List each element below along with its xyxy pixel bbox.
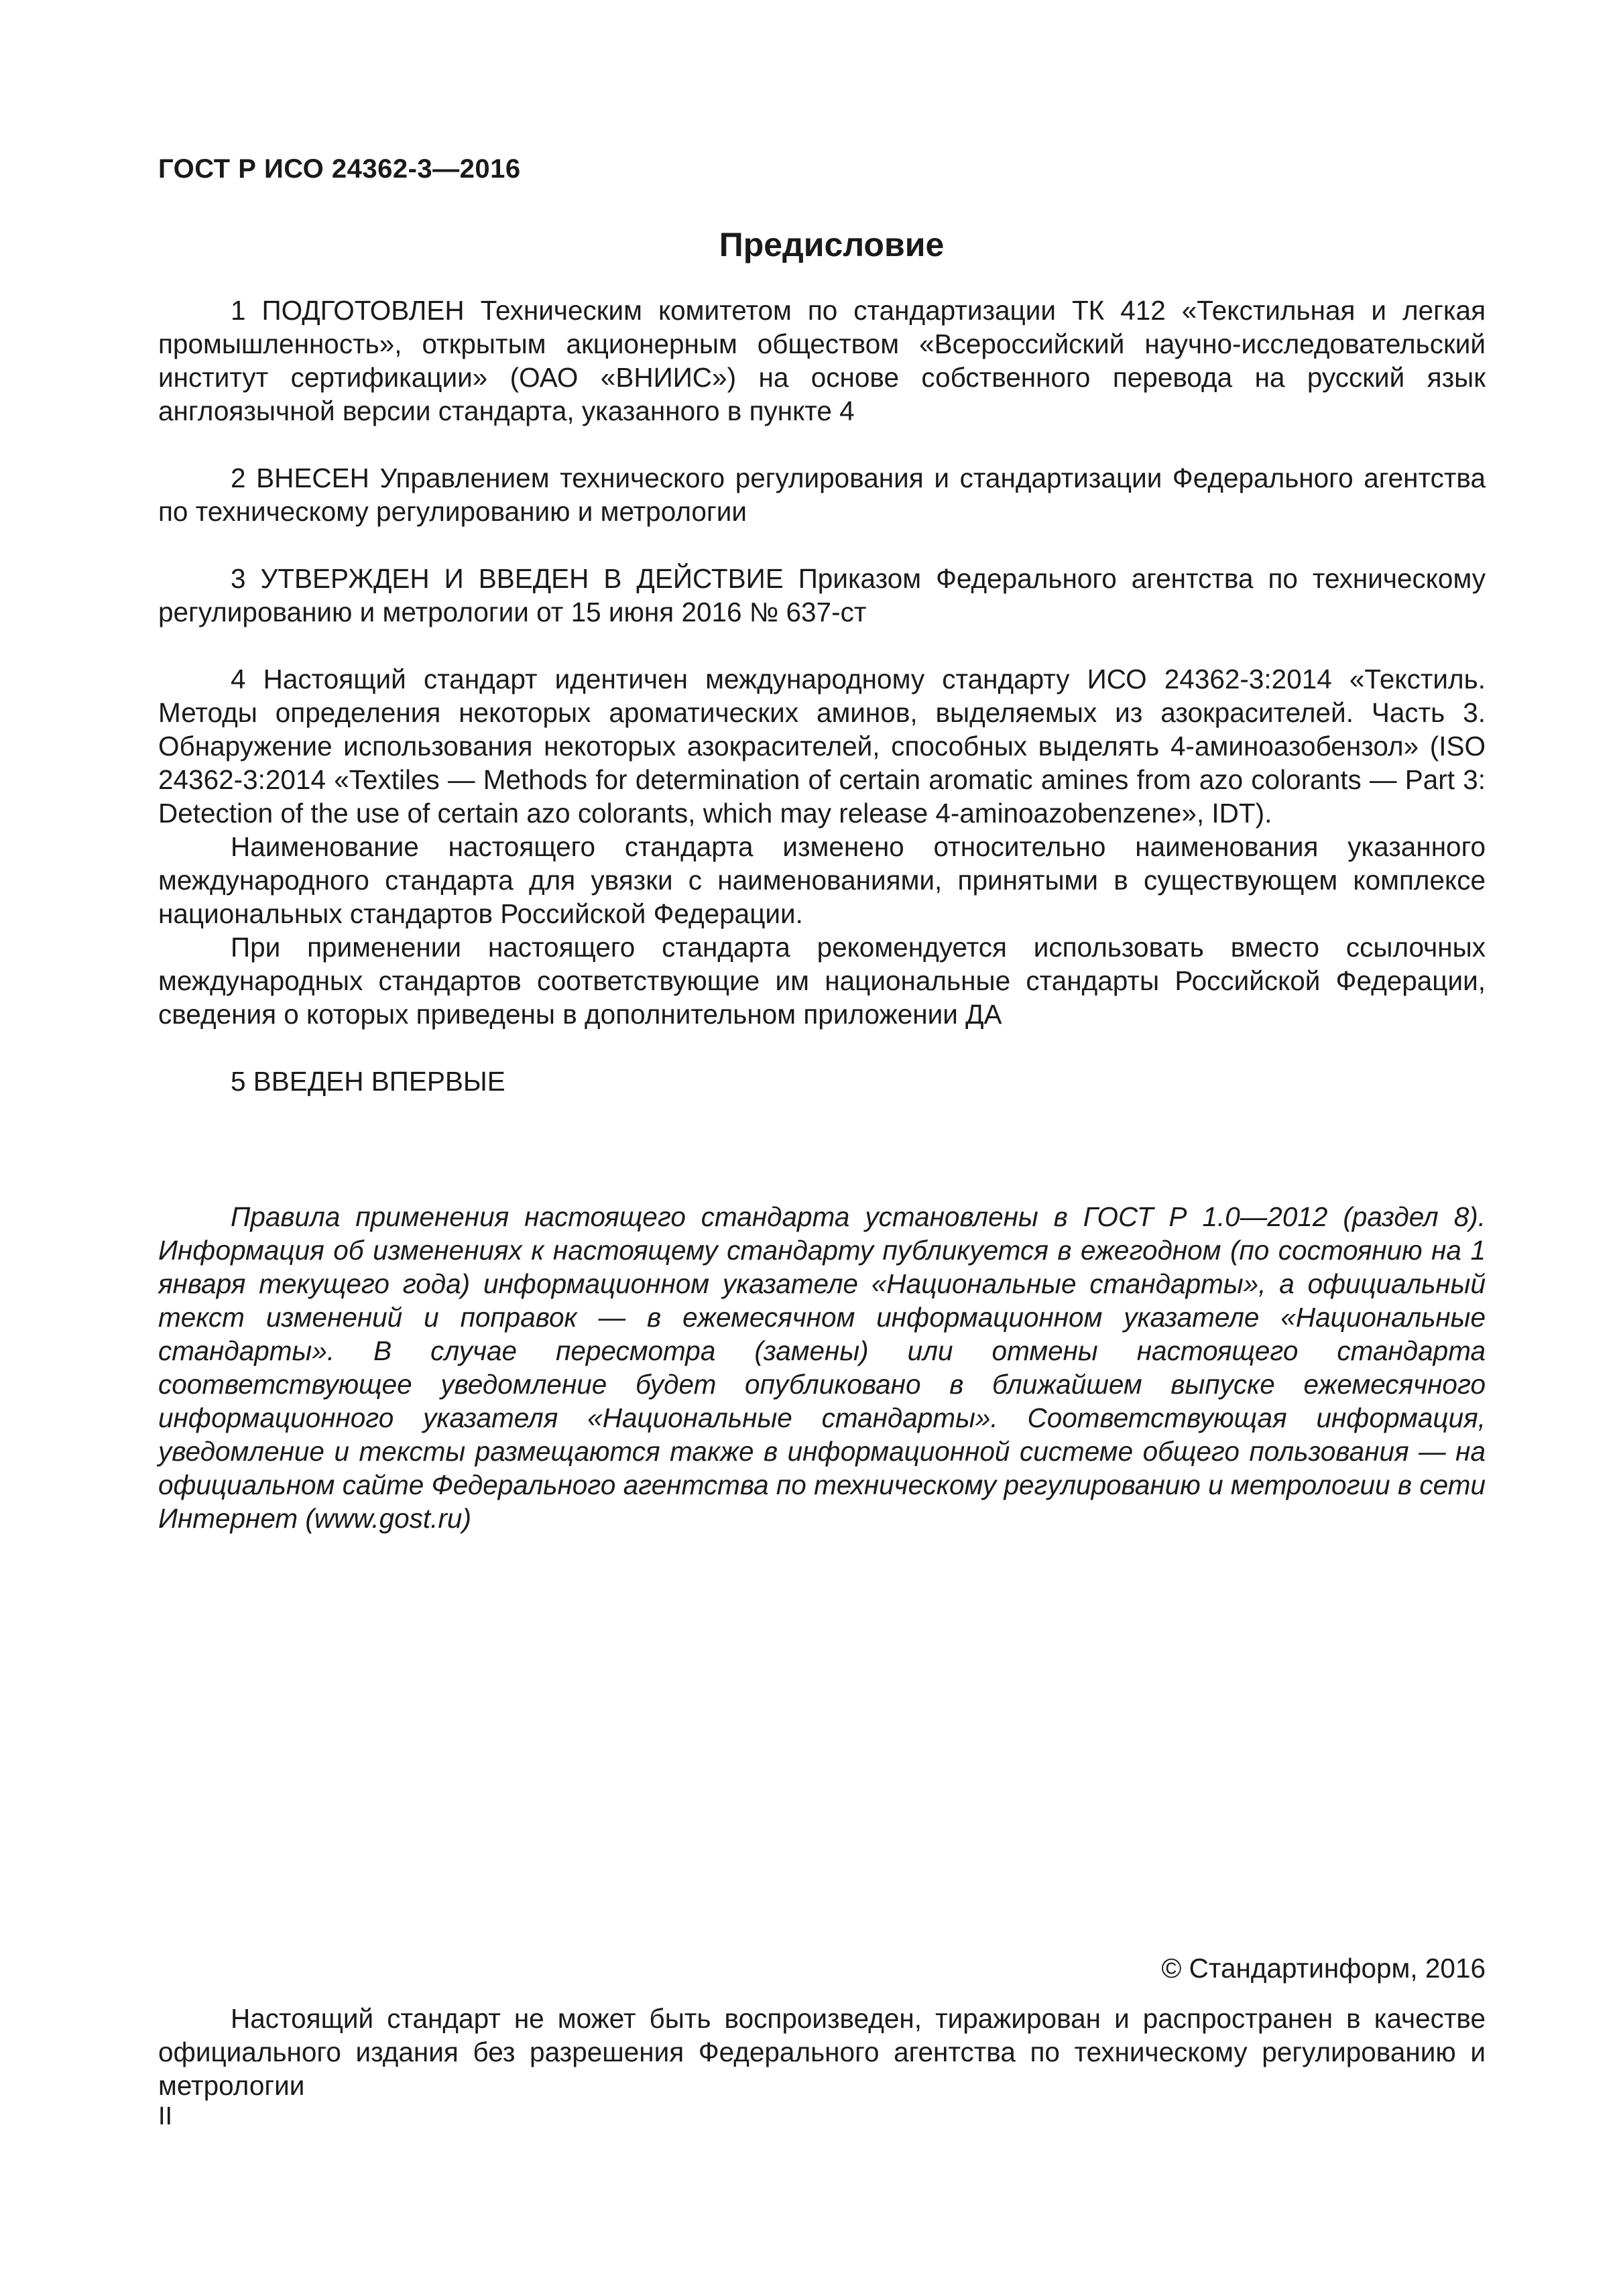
paragraph-prepared: 1 ПОДГОТОВЛЕН Техническим комитетом по стандартизации ТК 412 «Текстильная и легкая промышленность», открытым акционерным обществом «Всероссийский научно-исследовательский институт сертификации» (ОАО «ВНИИС») на основе собственного перевода на русский язык англоязычной версии стандарта, указанного в пункте 4: [158, 295, 1486, 426]
paragraph-introduced: 2 ВНЕСЕН Управлением технического регулирования и стандартизации Федерального агентства по техническому регулированию и метрологии: [158, 463, 1486, 527]
copyright-line: © Стандартинформ, 2016: [1161, 1953, 1486, 1984]
foreword-body: [158, 294, 1486, 1535]
paragraph-first-introduced: 5 ВВЕДЕН ВПЕРВЫЕ: [231, 1066, 505, 1097]
page-title: Предисловие: [719, 226, 945, 263]
paragraph-name-changed: Наименование настоящего стандарта изменено относительно наименования указанного международного стандарта для увязки с наименованиями, принятыми в существующем комплексе национальных стандартов Российской Федерации.: [158, 831, 1486, 929]
page-number: II: [158, 2102, 173, 2130]
reproduction-notice: Настоящий стандарт не может быть воспроизведен, тиражирован и распространен в качестве официального издания без разрешения Федерального агентства по техническому регулированию и метрологии: [158, 2003, 1486, 2101]
paragraph-approved: 3 УТВЕРЖДЕН И ВВЕДЕН В ДЕЙСТВИЕ Приказом Федерального агентства по техническому регулированию и метрологии от 15 июня 2016 № 637-ст: [158, 563, 1486, 627]
document-code: ГОСТ Р ИСО 24362-3—2016: [158, 154, 521, 184]
rules-notice: Правила применения настоящего стандарта установлены в ГОСТ Р 1.0—2012 (раздел 8). Информация об изменениях к настоящему стандарту публикуется в ежегодном (по состоянию на 1 января текущего года) информационном указателе «Национальные стандарты», а официальный текст изменений и поправок — в ежемесячном информационном указателе «Национальные стандарты». В случае пересмотра (замены) или отмены настоящего стандарта соответствующее уведомление будет опубликовано в ближайшем выпуске ежемесячного информационного указателя «Национальные стандарты». Соответствующая информация, уведомление и тексты размещаются также в информационной системе общего пользования — на официальном сайте Федерального агентства по техническому регулированию и метрологии в сети Интернет (www.gost.ru): [158, 1201, 1486, 1534]
paragraph-references: При применении настоящего стандарта рекомендуется использовать вместо ссылочных международных стандартов соответствующие им национальные стандарты Российской Федерации, сведения о которых приведены в дополнительном приложении ДА: [158, 932, 1486, 1030]
paragraph-identical: 4 Настоящий стандарт идентичен международному стандарту ИСО 24362-3:2014 «Текстиль. Методы определения некоторых ароматических аминов, выделяемых из азокрасителей. Часть 3. Обнаружение использования некоторых азокрасителей, способных выделять 4-аминоазобензол» (ISO 24362-3:2014 «Textiles — Methods for determination of certain aromatic amines from azo colorants — Part 3: Detection of the use of certain azo colorants, which may release 4-aminoazobenzene», IDT).: [158, 664, 1486, 829]
